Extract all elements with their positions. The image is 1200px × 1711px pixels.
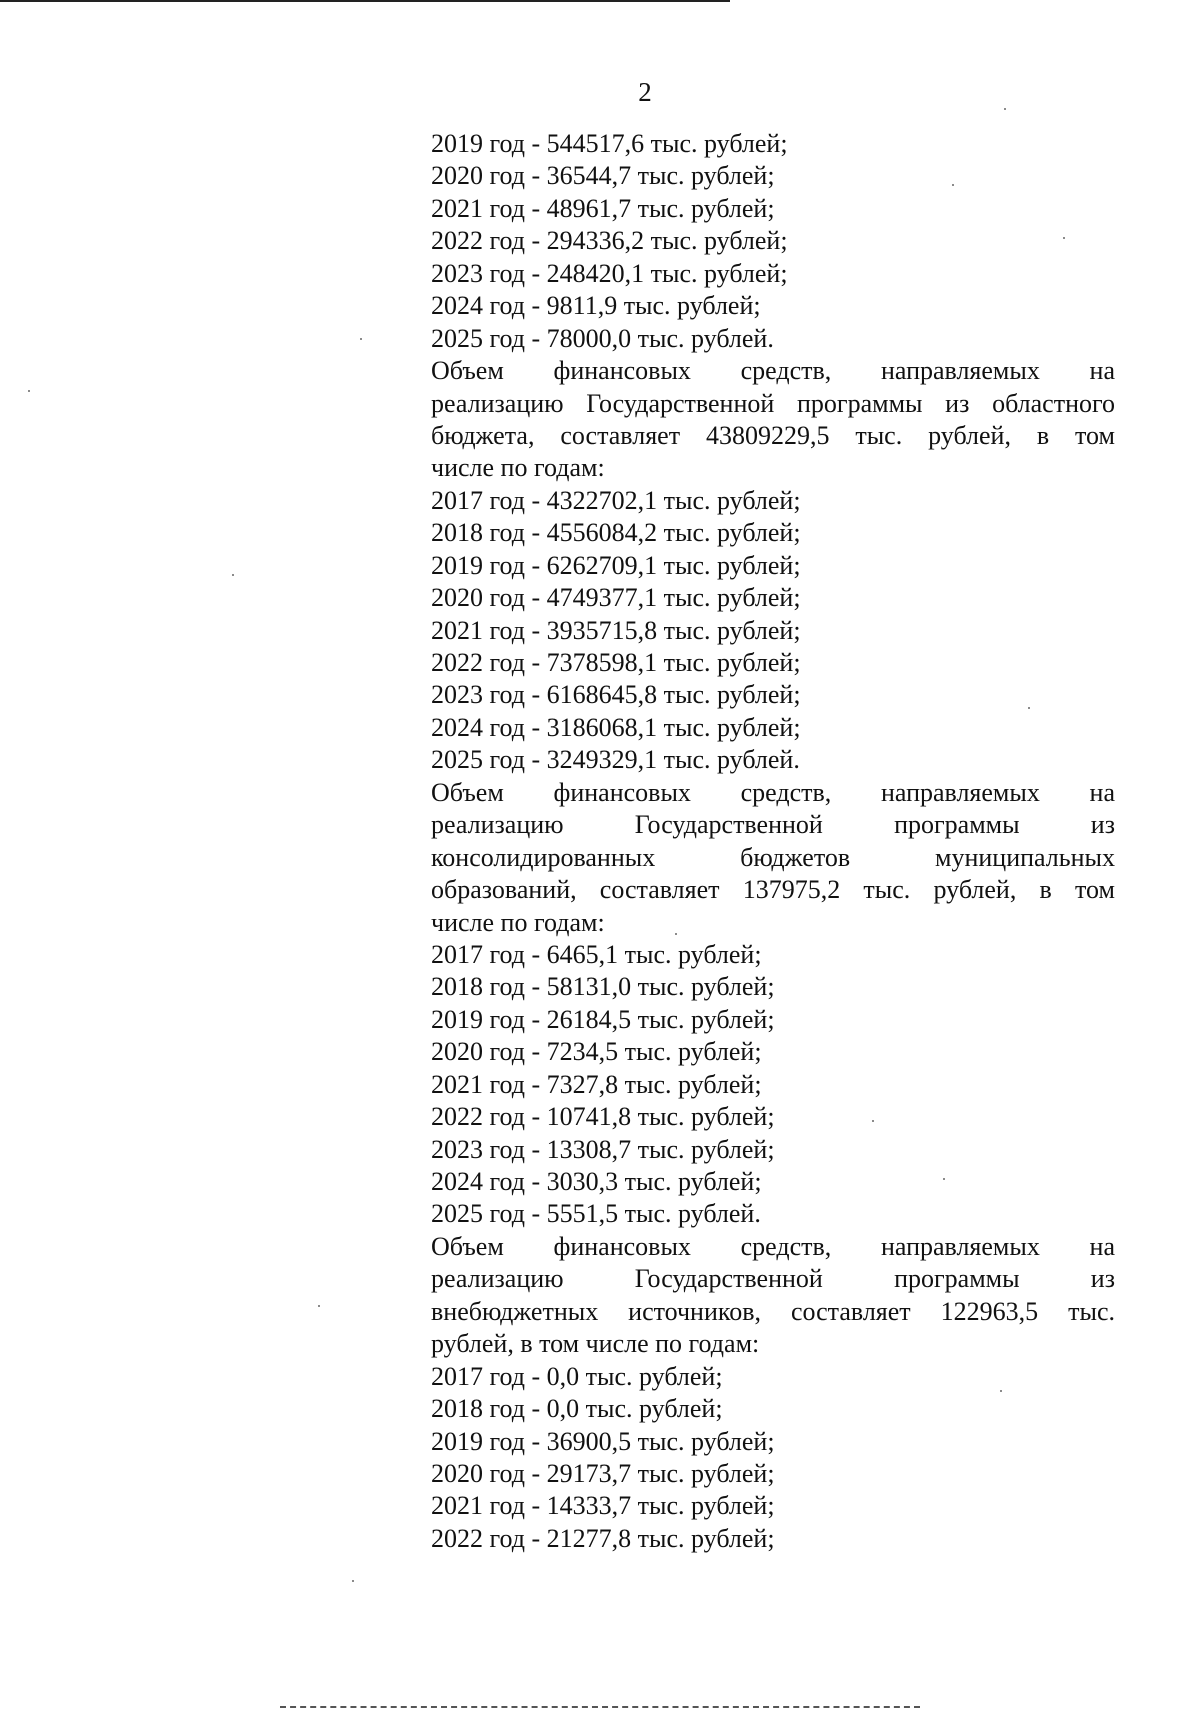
- budget-year-line: 2018 год - 4556084,2 тыс. рублей;: [431, 518, 801, 548]
- budget-year-line: 2023 год - 6168645,8 тыс. рублей;: [431, 680, 801, 710]
- budget-year-line: 2024 год - 3186068,1 тыс. рублей;: [431, 712, 801, 742]
- paragraph-line: внебюджетных источников, составляет 122963,5 тыс.: [431, 1296, 1115, 1326]
- paragraph-line: числе по годам:: [431, 453, 605, 483]
- scan-speck: [952, 184, 954, 186]
- paragraph-line: Объем финансовых средств, направляемых на: [431, 1231, 1115, 1261]
- paragraph-line: Объем финансовых средств, направляемых на: [431, 777, 1115, 807]
- budget-year-line: 2018 год - 0,0 тыс. рублей;: [431, 1394, 723, 1424]
- paragraph-line: числе по годам:: [431, 907, 605, 937]
- budget-year-line: 2017 год - 4322702,1 тыс. рублей;: [431, 485, 801, 515]
- budget-year-line: 2017 год - 0,0 тыс. рублей;: [431, 1361, 723, 1391]
- page-number: 2: [638, 77, 652, 107]
- paragraph-line: образований, составляет 137975,2 тыс. рублей, в том: [431, 875, 1115, 905]
- paragraph-line: реализацию Государственной программы из: [431, 810, 1115, 840]
- budget-year-line: 2022 год - 294336,2 тыс. рублей;: [431, 226, 788, 256]
- scan-speck: [232, 574, 234, 576]
- scan-speck: [1004, 108, 1006, 110]
- paragraph-line: бюджета, составляет 43809229,5 тыс. рублей, в том: [431, 420, 1115, 450]
- budget-year-line: 2024 год - 3030,3 тыс. рублей;: [431, 1167, 762, 1196]
- budget-year-line: 2021 год - 14333,7 тыс. рублей;: [431, 1491, 775, 1521]
- bottom-border-line: [280, 1706, 920, 1708]
- scan-speck: [872, 1120, 874, 1122]
- budget-year-line: 2021 год - 3935715,8 тыс. рублей;: [431, 615, 801, 645]
- document-body: [431, 128, 1115, 1555]
- scan-speck: [675, 933, 677, 935]
- paragraph-line: рублей, в том числе по годам:: [431, 1329, 760, 1359]
- budget-year-line: 2025 год - 5551,5 тыс. рублей.: [431, 1199, 761, 1229]
- top-border-line: [0, 0, 730, 2]
- budget-year-line: 2019 год - 26184,5 тыс. рублей;: [431, 1004, 775, 1034]
- budget-year-line: 2021 год - 48961,7 тыс. рублей;: [431, 193, 775, 223]
- paragraph-line: реализацию Государственной программы из областного: [431, 388, 1115, 418]
- scan-speck: [318, 1305, 320, 1307]
- scan-speck: [1028, 707, 1030, 709]
- budget-year-line: 2018 год - 58131,0 тыс. рублей;: [431, 972, 775, 1002]
- budget-year-line: 2025 год - 78000,0 тыс. рублей.: [431, 323, 774, 353]
- budget-year-line: 2020 год - 36544,7 тыс. рублей;: [431, 161, 775, 191]
- budget-year-line: 2023 год - 13308,7 тыс. рублей;: [431, 1134, 775, 1164]
- scan-speck: [28, 390, 30, 392]
- scan-speck: [360, 338, 362, 340]
- budget-year-line: 2024 год - 9811,9 тыс. рублей;: [431, 291, 761, 321]
- budget-year-line: 2020 год - 29173,7 тыс. рублей;: [431, 1458, 775, 1488]
- budget-year-line: 2019 год - 544517,6 тыс. рублей;: [431, 129, 788, 158]
- scan-speck: [1063, 237, 1065, 239]
- budget-year-line: 2025 год - 3249329,1 тыс. рублей.: [431, 745, 800, 775]
- budget-year-line: 2023 год - 248420,1 тыс. рублей;: [431, 258, 788, 288]
- scan-speck: [1000, 1390, 1002, 1392]
- budget-year-line: 2022 год - 10741,8 тыс. рублей;: [431, 1102, 775, 1132]
- paragraph-line: реализацию Государственной программы из: [431, 1264, 1115, 1294]
- budget-year-line: 2019 год - 36900,5 тыс. рублей;: [431, 1426, 775, 1456]
- paragraph-line: консолидированных бюджетов муниципальных: [431, 842, 1115, 872]
- budget-year-line: 2020 год - 7234,5 тыс. рублей;: [431, 1037, 762, 1067]
- paragraph-line: Объем финансовых средств, направляемых на: [431, 356, 1115, 386]
- budget-year-line: 2022 год - 7378598,1 тыс. рублей;: [431, 648, 801, 677]
- scan-speck: [352, 1580, 354, 1582]
- budget-year-line: 2020 год - 4749377,1 тыс. рублей;: [431, 583, 801, 613]
- budget-year-line: 2019 год - 6262709,1 тыс. рублей;: [431, 550, 801, 580]
- scan-speck: [943, 1178, 945, 1180]
- budget-year-line: 2022 год - 21277,8 тыс. рублей;: [431, 1523, 775, 1553]
- budget-year-line: 2021 год - 7327,8 тыс. рублей;: [431, 1069, 762, 1099]
- budget-year-line: 2017 год - 6465,1 тыс. рублей;: [431, 939, 762, 969]
